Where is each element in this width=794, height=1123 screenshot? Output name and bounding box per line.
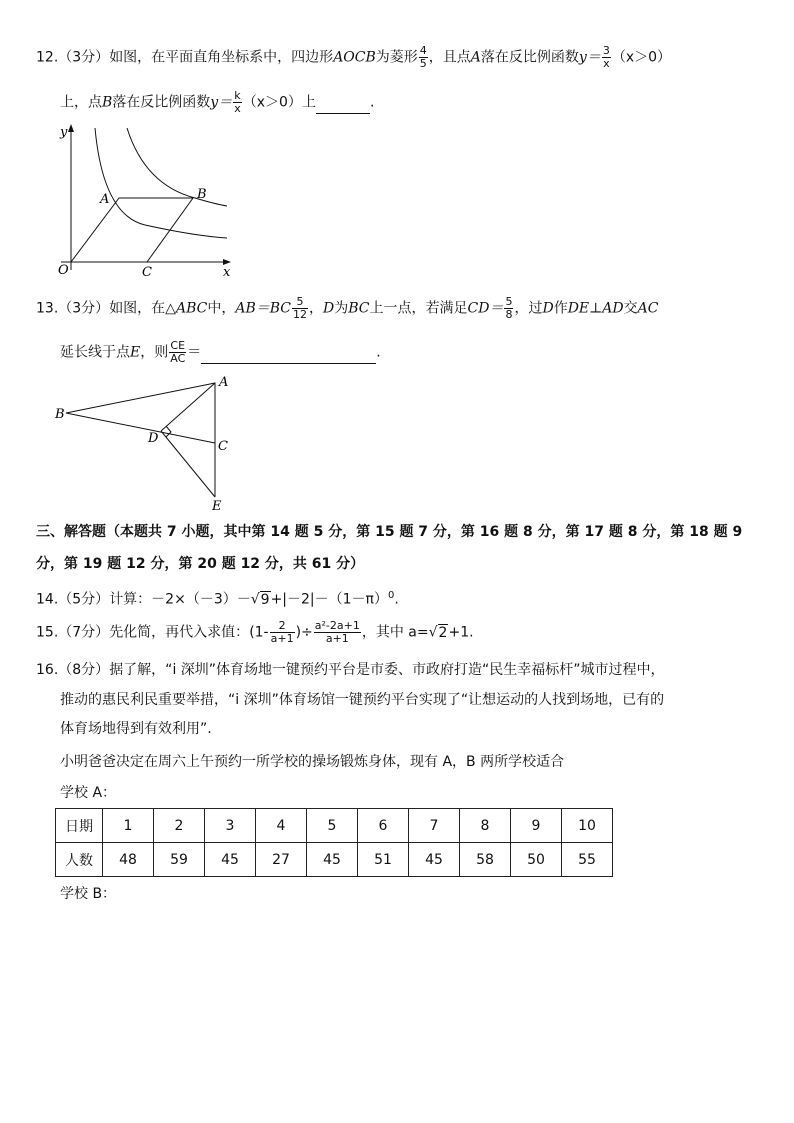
- q16-line-3: 体育场地得到有效利用”.: [60, 721, 212, 737]
- q12-figure: [55, 120, 235, 280]
- table-cell: 59: [154, 843, 205, 877]
- table-cell: 1: [103, 809, 154, 843]
- curve-y-3-over-x: [95, 128, 227, 238]
- rhombus-aocb: [71, 198, 193, 262]
- right-angle-mark: [166, 426, 171, 437]
- label-b: B: [197, 187, 207, 202]
- q15-fraction-main: $\frac{\text{a²-2a+1}}{a+1}$: [314, 619, 360, 645]
- q13-fraction-5-12: $\frac{5}{12}$: [293, 295, 308, 321]
- q15-number: 15.: [36, 624, 59, 641]
- table-cell: 45: [409, 843, 460, 877]
- q14-line: 14.（5分）计算：$-2\times(-3)-√9+|-2|-(1-\pi)^0$.: [36, 590, 399, 608]
- table-cell: 9: [511, 809, 562, 843]
- q12-number: 12.: [36, 49, 59, 66]
- q14-number: 14.: [36, 591, 59, 608]
- answer-blank-q13[interactable]: [201, 343, 376, 364]
- q12-fraction-3-x: $\frac{3}{x}$: [602, 44, 610, 70]
- table-cell: 2: [154, 809, 205, 843]
- y-axis-arrow: [68, 124, 74, 132]
- table-cell: 45: [205, 843, 256, 877]
- label-d: D: [148, 431, 159, 446]
- q15-fraction-2-a1: $\frac{2}{a+1}$: [270, 619, 294, 645]
- sqrt-sign: √: [250, 591, 260, 608]
- curve-y-k-over-x: [127, 128, 227, 206]
- table-cell: 7: [409, 809, 460, 843]
- q12-line-1: 12.（3分）如图，在平面直角坐标系中，四边形AOCB为菱形 $\frac{4}{5}$ ，且点A落在反比例函数y＝ $\frac{3}{x}$ （x＞0）: [36, 44, 672, 70]
- q12-fraction-k-x: $\frac{k}{x}$: [234, 89, 241, 115]
- label-c: C: [218, 439, 228, 454]
- label-y: y: [60, 125, 68, 140]
- table-cell: 51: [358, 843, 409, 877]
- q13-line-2: 延长线于点E，则 $\frac{CE}{AC}$ ＝ .: [60, 339, 381, 365]
- table-cell: 48: [103, 843, 154, 877]
- q13-fraction-5-8: $\frac{5}{8}$: [505, 295, 513, 321]
- label-e: E: [212, 499, 222, 512]
- table-cell: 50: [511, 843, 562, 877]
- label-b: B: [55, 407, 65, 422]
- q16-line-1: 16.（8分）据了解，“i 深圳”体育场地一键预约平台是市委、市政府打造“民生幸福标杆”城市过程中，: [36, 662, 665, 678]
- table-cell: 5: [307, 809, 358, 843]
- q13-fraction-ce-ac: $\frac{CE}{AC}$: [170, 339, 186, 365]
- table-cell: 6: [358, 809, 409, 843]
- q16-line-4: 小明爸爸决定在周六上午预约一所学校的操场锻炼身体，现有 A，B 两所学校适合: [60, 754, 565, 770]
- label-c: C: [142, 265, 152, 280]
- school-a-table: [55, 808, 613, 877]
- segment-ad: [161, 383, 215, 431]
- table-cell: 10: [562, 809, 613, 843]
- table-cell: 27: [256, 843, 307, 877]
- table-cell: 58: [460, 843, 511, 877]
- school-b-label: 学校 B：: [60, 886, 117, 902]
- table-cell: 8: [460, 809, 511, 843]
- table-cell: 4: [256, 809, 307, 843]
- section-3-heading-line-2: 分，第 19 题 12 分，第 20 题 12 分，共 61 分）: [36, 556, 365, 572]
- school-a-label: 学校 A：: [60, 785, 117, 801]
- label-x: x: [223, 265, 231, 280]
- label-a: A: [100, 192, 110, 207]
- table-cell: 45: [307, 843, 358, 877]
- row-head-date: 日期: [56, 809, 103, 843]
- q15-line: 15.（7分）先化简，再代入求值：(1- $\frac{2}{a+1}$ )÷ $\frac{\text{a²-2a+1}}{a+1}$ ，其中 a=√2+1.: [36, 619, 474, 645]
- table-row: [56, 809, 613, 843]
- sqrt-sign: √: [428, 624, 438, 641]
- q13-number: 13.: [36, 300, 59, 317]
- q16-line-2: 推动的惠民利民重要举措，“i 深圳”体育场馆一键预约平台实现了“让想运动的人找到场地，已有的: [60, 692, 665, 708]
- label-o: O: [58, 263, 69, 278]
- table-cell: 55: [562, 843, 613, 877]
- table-cell: 3: [205, 809, 256, 843]
- q13-figure: [52, 372, 252, 512]
- table-row: [56, 843, 613, 877]
- q12-fraction-4-5: $\frac{4}{5}$: [419, 44, 427, 70]
- label-a: A: [219, 375, 229, 390]
- q16-number: 16.: [36, 662, 59, 678]
- triangle-abc: [66, 383, 215, 443]
- q13-line-1: 13.（3分）如图，在△ABC中，AB＝BC $\frac{5}{12}$ ，D为BC上一点，若满足CD＝ $\frac{5}{8}$ ，过D作DE⊥AD交AC: [36, 295, 659, 321]
- q12-line-2: 上，点B落在反比例函数y＝ $\frac{k}{x}$ （x＞0）上 .: [60, 89, 375, 115]
- answer-blank-q12[interactable]: [316, 93, 370, 114]
- row-head-count: 人数: [56, 843, 103, 877]
- section-3-heading-line-1: 三、解答题（本题共 7 小题，其中第 14 题 5 分，第 15 题 7 分，第 16 题 8 分，第 17 题 8 分，第 18 题 9: [36, 524, 743, 540]
